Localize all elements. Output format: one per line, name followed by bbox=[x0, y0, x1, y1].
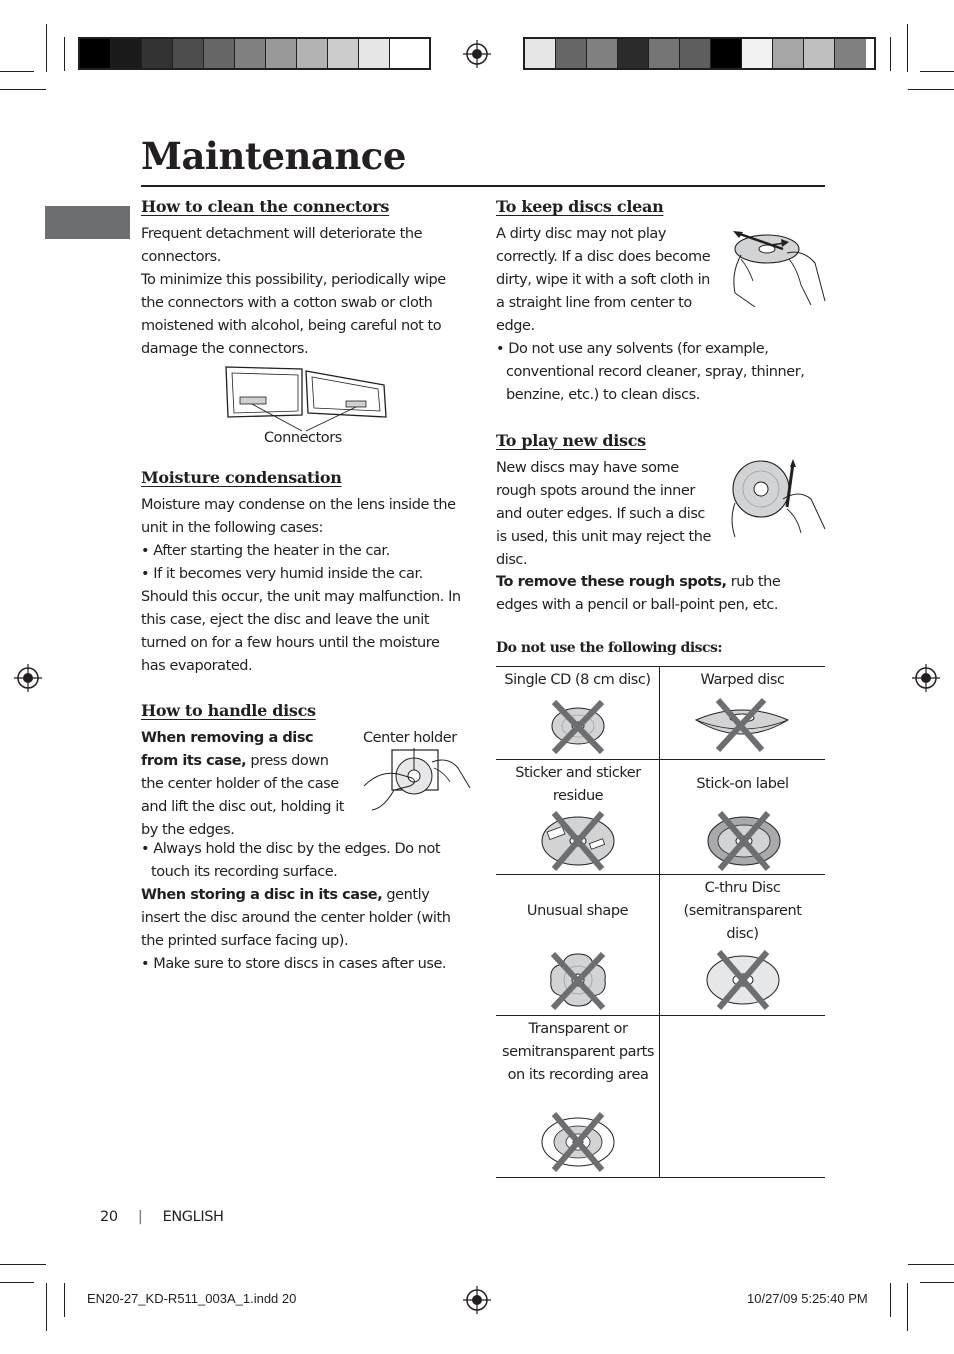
handle-remove-text: When removing a disc from its case, press down the center holder of the case and lift the disc out, holding it by the edges. bbox=[141, 730, 345, 838]
cell-sticker: Sticker and sticker residue bbox=[515, 765, 641, 804]
color-swatch bbox=[235, 39, 266, 68]
cell-single-cd: Single CD (8 cm disc) bbox=[504, 672, 651, 688]
transparent-parts-disc-crossed-icon bbox=[538, 1112, 618, 1172]
connectors-illustration bbox=[222, 363, 392, 433]
title-rule bbox=[141, 185, 825, 187]
color-swatch bbox=[173, 39, 204, 68]
slug-filename: EN20-27_KD-R511_003A_1.indd 20 bbox=[87, 1291, 297, 1306]
do-not-use-heading: Do not use the following discs: bbox=[496, 640, 723, 656]
clean-heading: To keep discs clean bbox=[496, 197, 664, 216]
registration-mark-icon bbox=[463, 40, 491, 68]
color-swatch bbox=[773, 39, 804, 68]
page-footer bbox=[100, 1209, 224, 1225]
c-thru-disc-crossed-icon bbox=[703, 950, 783, 1010]
color-swatch bbox=[390, 39, 421, 68]
stick-on-label-crossed-icon bbox=[704, 811, 784, 871]
unusual-shape-disc-crossed-icon bbox=[543, 950, 613, 1010]
handle-rest-text: • Always hold the disc by the edges. Do not touch its recording surface. When storing a disc in its case, gently insert the disc around the center holder (with the printed surface facing up). • Make sure to store discs in cases after use. bbox=[141, 841, 451, 972]
color-swatch bbox=[649, 39, 680, 68]
color-swatch bbox=[142, 39, 173, 68]
color-swatch bbox=[80, 39, 111, 68]
center-holder-illustration bbox=[362, 748, 472, 813]
registration-mark-icon bbox=[14, 664, 42, 692]
cell-transparent: Transparent or semitransparent parts on its recording area bbox=[502, 1021, 654, 1083]
color-swatch bbox=[204, 39, 235, 68]
color-swatch-bar-left bbox=[78, 37, 431, 70]
color-swatch bbox=[835, 39, 866, 68]
unusable-discs-table bbox=[496, 666, 825, 1178]
footer-separator: | bbox=[137, 1209, 143, 1225]
cell-unusual-shape: Unusual shape bbox=[526, 903, 629, 919]
wipe-disc-illustration bbox=[727, 223, 827, 309]
color-swatch bbox=[525, 39, 556, 68]
page-title: Maintenance bbox=[141, 134, 406, 178]
section-tab bbox=[45, 206, 130, 239]
cell-c-thru-disc: C-thru Disc (semitransparent disc) bbox=[683, 880, 802, 942]
page-number: 20 bbox=[100, 1209, 118, 1225]
sticker-disc-crossed-icon bbox=[538, 811, 618, 871]
color-swatch bbox=[618, 39, 649, 68]
cell-warped-disc: Warped disc bbox=[700, 672, 785, 688]
warped-disc-crossed-icon bbox=[692, 698, 792, 754]
handle-heading: How to handle discs bbox=[141, 701, 316, 720]
color-swatch bbox=[556, 39, 587, 68]
moisture-text: Moisture may condense on the lens inside the unit in the following cases: • After starting the heater in the car. • If it becomes very humid inside the car. Should this occur, the unit may malfunction. In this case, eject the disc and leave the unit turned on for a few hours until the moisture has evaporated. bbox=[141, 497, 461, 674]
new-discs-tip: To remove these rough spots, rub the edges with a pencil or ball-point pen, etc. bbox=[496, 574, 781, 613]
color-swatch bbox=[804, 39, 835, 68]
color-swatch bbox=[297, 39, 328, 68]
color-swatch bbox=[111, 39, 142, 68]
color-swatch bbox=[266, 39, 297, 68]
moisture-heading: Moisture condensation bbox=[141, 468, 342, 487]
color-swatch bbox=[587, 39, 618, 68]
center-holder-label: Center holder bbox=[363, 730, 457, 746]
new-discs-heading: To play new discs bbox=[496, 431, 646, 450]
new-discs-text: New discs may have some rough spots around the inner and outer edges. If such a disc is used, this unit may reject the disc. bbox=[496, 460, 711, 568]
pencil-disc-illustration bbox=[727, 459, 827, 545]
slug-timestamp: 10/27/09 5:25:40 PM bbox=[747, 1291, 868, 1306]
color-swatch bbox=[328, 39, 359, 68]
connectors-text: Frequent detachment will deteriorate the connectors. To minimize this possibility, periodically wipe the connectors with a cotton swab or cloth moistened with alcohol, being careful not to damage the connectors. bbox=[141, 226, 446, 357]
color-swatch bbox=[742, 39, 773, 68]
connectors-figure-label: Connectors bbox=[264, 430, 342, 446]
color-swatch bbox=[680, 39, 711, 68]
cell-stick-on-label: Stick-on label bbox=[696, 776, 789, 792]
small-disc-crossed-icon bbox=[548, 698, 608, 758]
color-swatch bbox=[359, 39, 390, 68]
registration-mark-icon bbox=[463, 1286, 491, 1314]
color-swatch-bar-right bbox=[523, 37, 876, 70]
color-swatch bbox=[711, 39, 742, 68]
clean-bullet: • Do not use any solvents (for example, conventional record cleaner, spray, thinner, benzine, etc.) to clean discs. bbox=[496, 341, 805, 403]
connectors-heading: How to clean the connectors bbox=[141, 197, 390, 216]
clean-text: A dirty disc may not play correctly. If a disc does become dirty, wipe it with a soft cloth in a straight line from center to edge. bbox=[496, 226, 711, 334]
footer-language: ENGLISH bbox=[162, 1209, 224, 1225]
registration-mark-icon bbox=[912, 664, 940, 692]
